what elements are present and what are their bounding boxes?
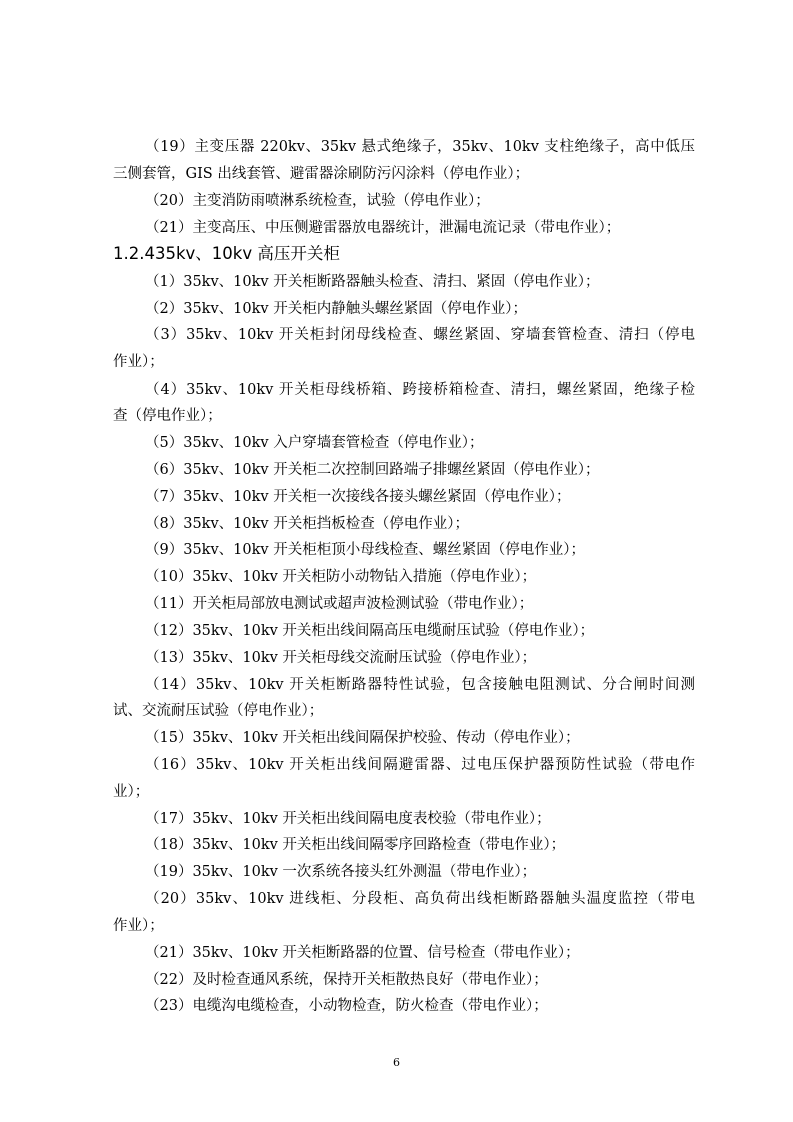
item-19: （19）35kv、10kv 一次系统各接头红外测温（带电作业）； (145, 864, 537, 880)
item-23: （23）电缆沟电缆检查，小动物检查，防火检查（带电作业）； (145, 998, 548, 1014)
paragraph-20: （20）主变消防雨喷淋系统检查，试验（停电作业）； (145, 193, 490, 209)
item-14-line-1: （14）35kv、10kv 开关柜断路器特性试验，包含接触电阻测试、分合闸时间测 (145, 677, 695, 693)
item-21: （21）35kv、10kv 开关柜断路器的位置、信号检查（带电作业）； (145, 945, 580, 961)
item-8: （8）35kv、10kv 开关柜挡板检查（停电作业）； (145, 516, 469, 532)
item-4-line-2: 查（停电作业）； (113, 408, 222, 424)
item-11: （11）开关柜局部放电测试或超声波检测试验（带电作业）； (145, 596, 534, 612)
item-17: （17）35kv、10kv 开关柜出线间隔电度表校验（带电作业）； (145, 811, 551, 827)
item-10: （10）35kv、10kv 开关柜防小动物钻入措施（停电作业）； (145, 569, 537, 585)
item-3-line-1: （3）35kv、10kv 开关柜封闭母线检查、螺丝紧固、穿墙套管检查、清扫（停电 (145, 327, 695, 343)
item-14-line-2: 试、交流耐压试验（停电作业）； (113, 703, 324, 719)
item-16-line-2: 业）； (113, 784, 150, 800)
item-2: （2）35kv、10kv 开关柜内静触头螺丝紧固（停电作业）； (145, 301, 527, 317)
paragraph-19-line-1: （19）主变压器 220kv、35kv 悬式绝缘子，35kv、10kv 支柱绝缘子，高中低压 (145, 139, 695, 155)
item-18: （18）35kv、10kv 开关柜出线间隔零序回路检查（带电作业）； (145, 837, 566, 853)
paragraph-21: （21）主变高压、中压侧避雷器放电器统计，泄漏电流记录（带电作业）； (145, 220, 621, 236)
item-16-line-1: （16）35kv、10kv 开关柜出线间隔避雷器、过电压保护器预防性试验（带电作 (145, 757, 695, 773)
item-5: （5）35kv、10kv 入户穿墙套管检查（停电作业）； (145, 435, 484, 451)
paragraph-19-line-2: 三侧套管，GIS 出线套管、避雷器涂刷防污闪涂料（停电作业）； (113, 166, 530, 182)
item-12: （12）35kv、10kv 开关柜出线间隔高压电缆耐压试验（停电作业）； (145, 623, 595, 639)
section-heading: 1.2.435kv、10kv 高压开关柜 (113, 244, 340, 263)
item-22: （22）及时检查通风系统，保持开关柜散热良好（带电作业）； (145, 972, 548, 988)
page-number: 6 (393, 1056, 400, 1069)
item-4-line-1: （4）35kv、10kv 开关柜母线桥箱、跨接桥箱检查、清扫，螺丝紧固，绝缘子检 (145, 382, 695, 398)
item-20-line-2: 作业）； (113, 918, 164, 934)
item-15: （15）35kv、10kv 开关柜出线间隔保护校验、传动（停电作业）； (145, 730, 580, 746)
item-7: （7）35kv、10kv 开关柜一次接线各接头螺丝紧固（停电作业）； (145, 489, 571, 505)
item-20-line-1: （20）35kv、10kv 进线柜、分段柜、高负荷出线柜断路器触头温度监控（带电 (145, 891, 695, 907)
item-1: （1）35kv、10kv 开关柜断路器触头检查、清扫、紧固（停电作业）； (145, 274, 600, 290)
item-6: （6）35kv、10kv 开关柜二次控制回路端子排螺丝紧固（停电作业）； (145, 462, 600, 478)
item-9: （9）35kv、10kv 开关柜柜顶小母线检查、螺丝紧固（停电作业）； (145, 542, 585, 558)
item-13: （13）35kv、10kv 开关柜母线交流耐压试验（停电作业）； (145, 650, 537, 666)
item-3-line-2: 作业）； (113, 354, 164, 370)
